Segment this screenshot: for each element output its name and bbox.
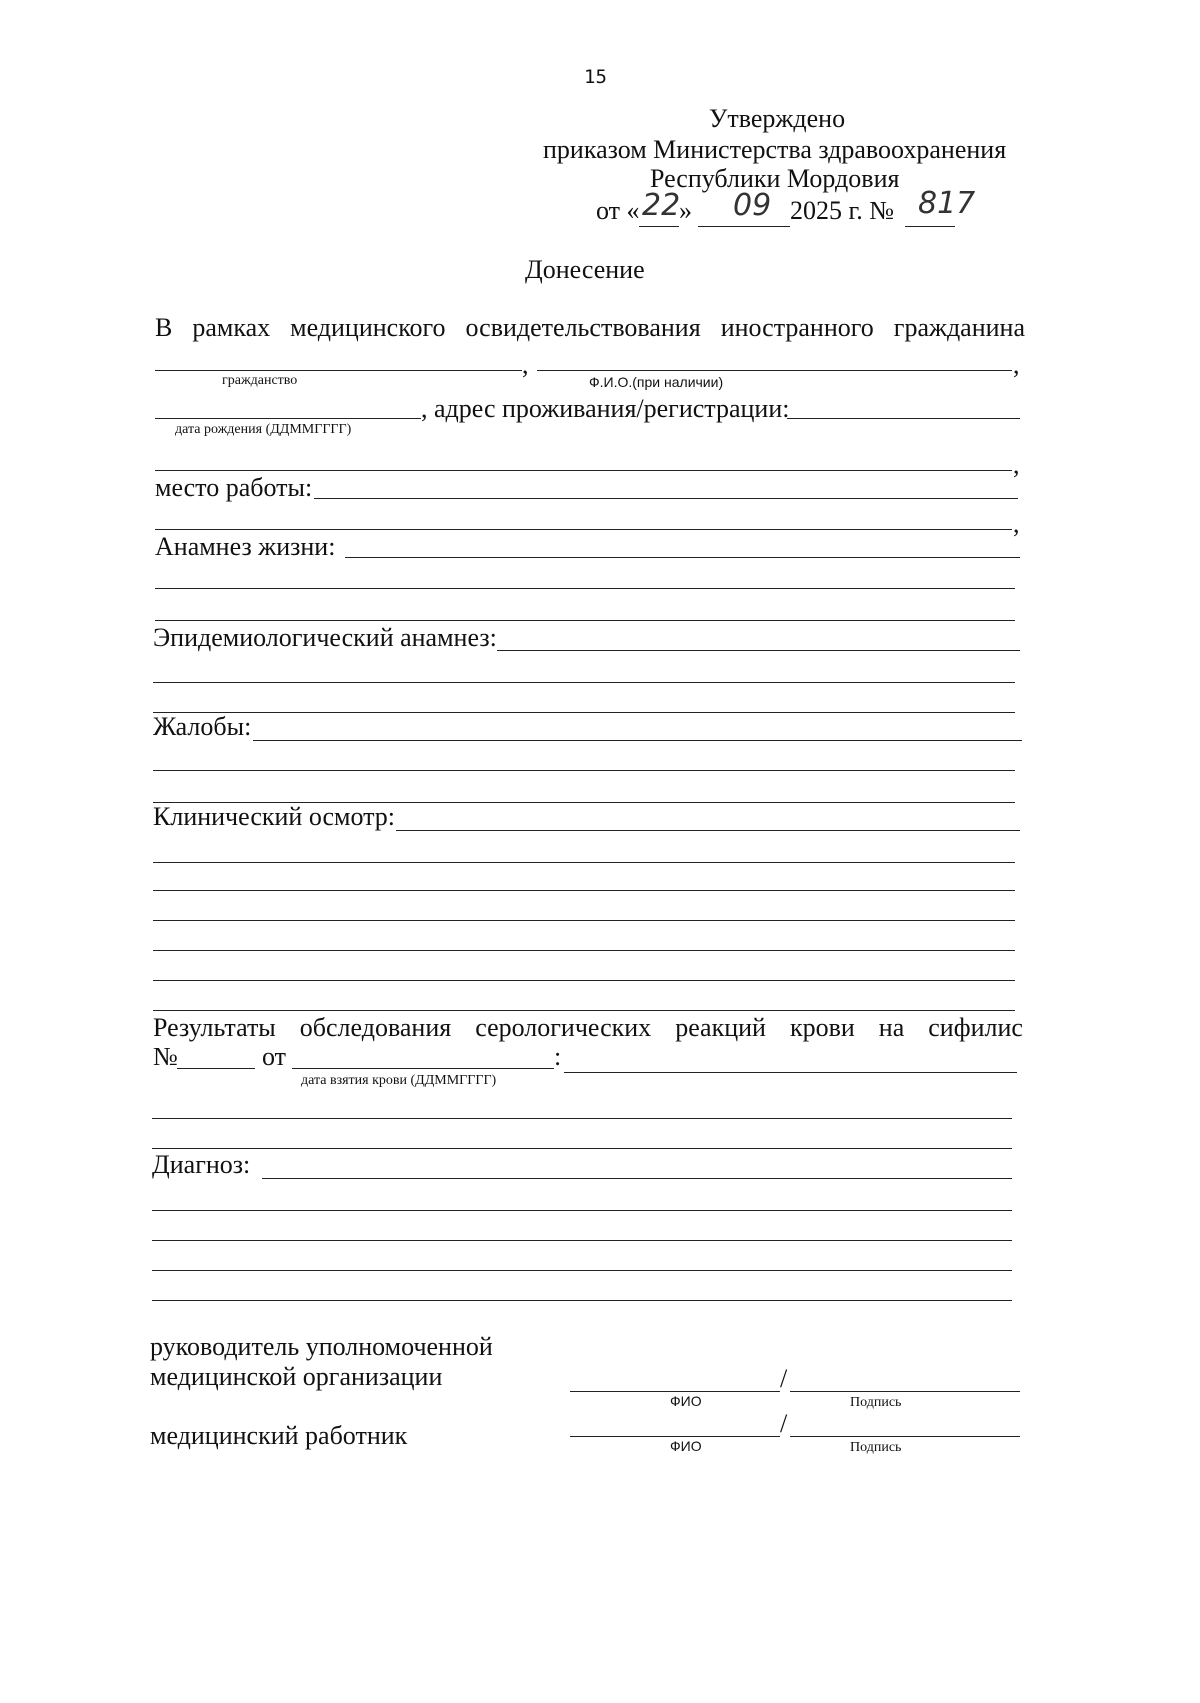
caption-signature: Подпись — [850, 1440, 902, 1455]
results-line — [153, 1013, 1023, 1043]
address-field-continued[interactable] — [155, 470, 1012, 471]
colon: : — [554, 1042, 562, 1071]
head-label-line2: медицинской организации — [150, 1362, 443, 1391]
clinical-exam-label: Клинический осмотр: — [153, 802, 396, 831]
comma: , — [1013, 509, 1020, 538]
approval-order-line: приказом Министерства здравоохранения — [543, 135, 1007, 164]
results-word: сифилис — [928, 1013, 1023, 1042]
caption-signature: Подпись — [850, 1395, 902, 1410]
head-label-line1: руководитель уполномоченной — [150, 1332, 493, 1361]
approval-year-number-label: 2025 г. № — [790, 196, 895, 225]
approval-date-close-quote: » — [679, 196, 692, 225]
caption-fio: ФИО — [670, 1438, 702, 1454]
intro-word: рамках — [192, 313, 271, 342]
results-word: Результаты — [153, 1013, 276, 1042]
diagnosis-field[interactable] — [152, 1270, 1012, 1271]
clinical-exam-field[interactable] — [153, 980, 1015, 981]
head-fio-field[interactable] — [570, 1391, 780, 1392]
diagnosis-field[interactable] — [152, 1210, 1012, 1211]
anamnesis-life-label: Анамнез жизни: — [155, 532, 336, 561]
diagnosis-label: Диагноз: — [152, 1150, 251, 1179]
diagnosis-field[interactable] — [152, 1240, 1012, 1241]
caption-blood-date: дата взятия крови (ДДММГГГГ) — [301, 1073, 497, 1088]
results-field[interactable] — [152, 1118, 1012, 1119]
caption-birth-date: дата рождения (ДДММГГГГ) — [175, 422, 352, 437]
results-word: крови — [789, 1013, 855, 1042]
birth-date-field[interactable] — [155, 418, 421, 419]
anamnesis-life-field[interactable] — [155, 588, 1015, 589]
blood-date-field[interactable] — [292, 1068, 554, 1069]
epid-anamnesis-label: Эпидемиологический анамнез: — [153, 623, 497, 652]
anamnesis-life-field[interactable] — [155, 620, 1015, 621]
head-signature-field[interactable] — [790, 1391, 1020, 1392]
intro-word: иностранного — [720, 313, 874, 342]
clinical-exam-field[interactable] — [153, 890, 1015, 891]
comma: , — [1013, 450, 1020, 479]
document-title: Донесение — [525, 255, 645, 284]
results-field[interactable] — [152, 1148, 1012, 1149]
slash: / — [780, 1409, 788, 1438]
medic-signature-field[interactable] — [790, 1436, 1020, 1437]
results-word: на — [878, 1013, 905, 1042]
intro-line — [155, 313, 1025, 343]
results-word: обследования — [299, 1013, 452, 1042]
complaints-label: Жалобы: — [153, 712, 252, 741]
epid-anamnesis-field[interactable] — [497, 650, 1020, 651]
address-field[interactable] — [787, 418, 1020, 419]
complaints-field[interactable] — [253, 740, 1022, 741]
diagnosis-field[interactable] — [262, 1178, 1012, 1179]
epid-anamnesis-field[interactable] — [153, 712, 1015, 713]
approval-region-line: Республики Мордовия — [650, 164, 900, 193]
approval-date-prefix: от « — [596, 196, 640, 225]
test-number-field[interactable] — [177, 1068, 255, 1069]
workplace-field[interactable] — [314, 498, 1018, 499]
results-word: реакций — [675, 1013, 766, 1042]
page-number: 15 — [584, 66, 607, 88]
comma: , — [1013, 350, 1020, 379]
approval-month-handwritten: 09 — [733, 188, 772, 223]
comma: , — [522, 350, 529, 379]
medic-label: медицинский работник — [150, 1421, 408, 1450]
epid-anamnesis-field[interactable] — [153, 682, 1015, 683]
intro-word: В — [155, 313, 173, 342]
intro-word: медицинского — [290, 313, 446, 342]
results-word: серологических — [475, 1013, 652, 1042]
workplace-field-continued[interactable] — [155, 529, 1012, 530]
diagnosis-field[interactable] — [152, 1300, 1012, 1301]
intro-word: гражданина — [893, 313, 1025, 342]
caption-fio: ФИО — [670, 1393, 702, 1409]
from-label: от — [262, 1042, 287, 1071]
complaints-field[interactable] — [153, 770, 1015, 771]
slash: / — [780, 1364, 788, 1393]
fio-field[interactable] — [537, 370, 1012, 371]
approval-heading: Утверждено — [709, 104, 846, 133]
clinical-exam-field[interactable] — [153, 862, 1015, 863]
number-sign: № — [153, 1042, 178, 1071]
clinical-exam-field[interactable] — [396, 830, 1020, 831]
citizenship-field[interactable] — [155, 370, 522, 371]
approval-day-handwritten: 22 — [642, 188, 681, 223]
results-field[interactable] — [564, 1072, 1017, 1073]
clinical-exam-field[interactable] — [153, 920, 1015, 921]
caption-fio-optional: Ф.И.О.(при наличии) — [589, 374, 724, 390]
caption-citizenship: гражданство — [222, 373, 298, 388]
medic-fio-field[interactable] — [570, 1436, 780, 1437]
clinical-exam-field[interactable] — [153, 950, 1015, 951]
clinical-exam-field[interactable] — [153, 1010, 1015, 1011]
workplace-label: место работы: — [155, 473, 313, 502]
address-label: , адрес проживания/регистрации: — [421, 394, 790, 423]
approval-number-handwritten: 817 — [918, 186, 976, 221]
anamnesis-life-field[interactable] — [345, 557, 1020, 558]
intro-word: освидетельствования — [465, 313, 701, 342]
